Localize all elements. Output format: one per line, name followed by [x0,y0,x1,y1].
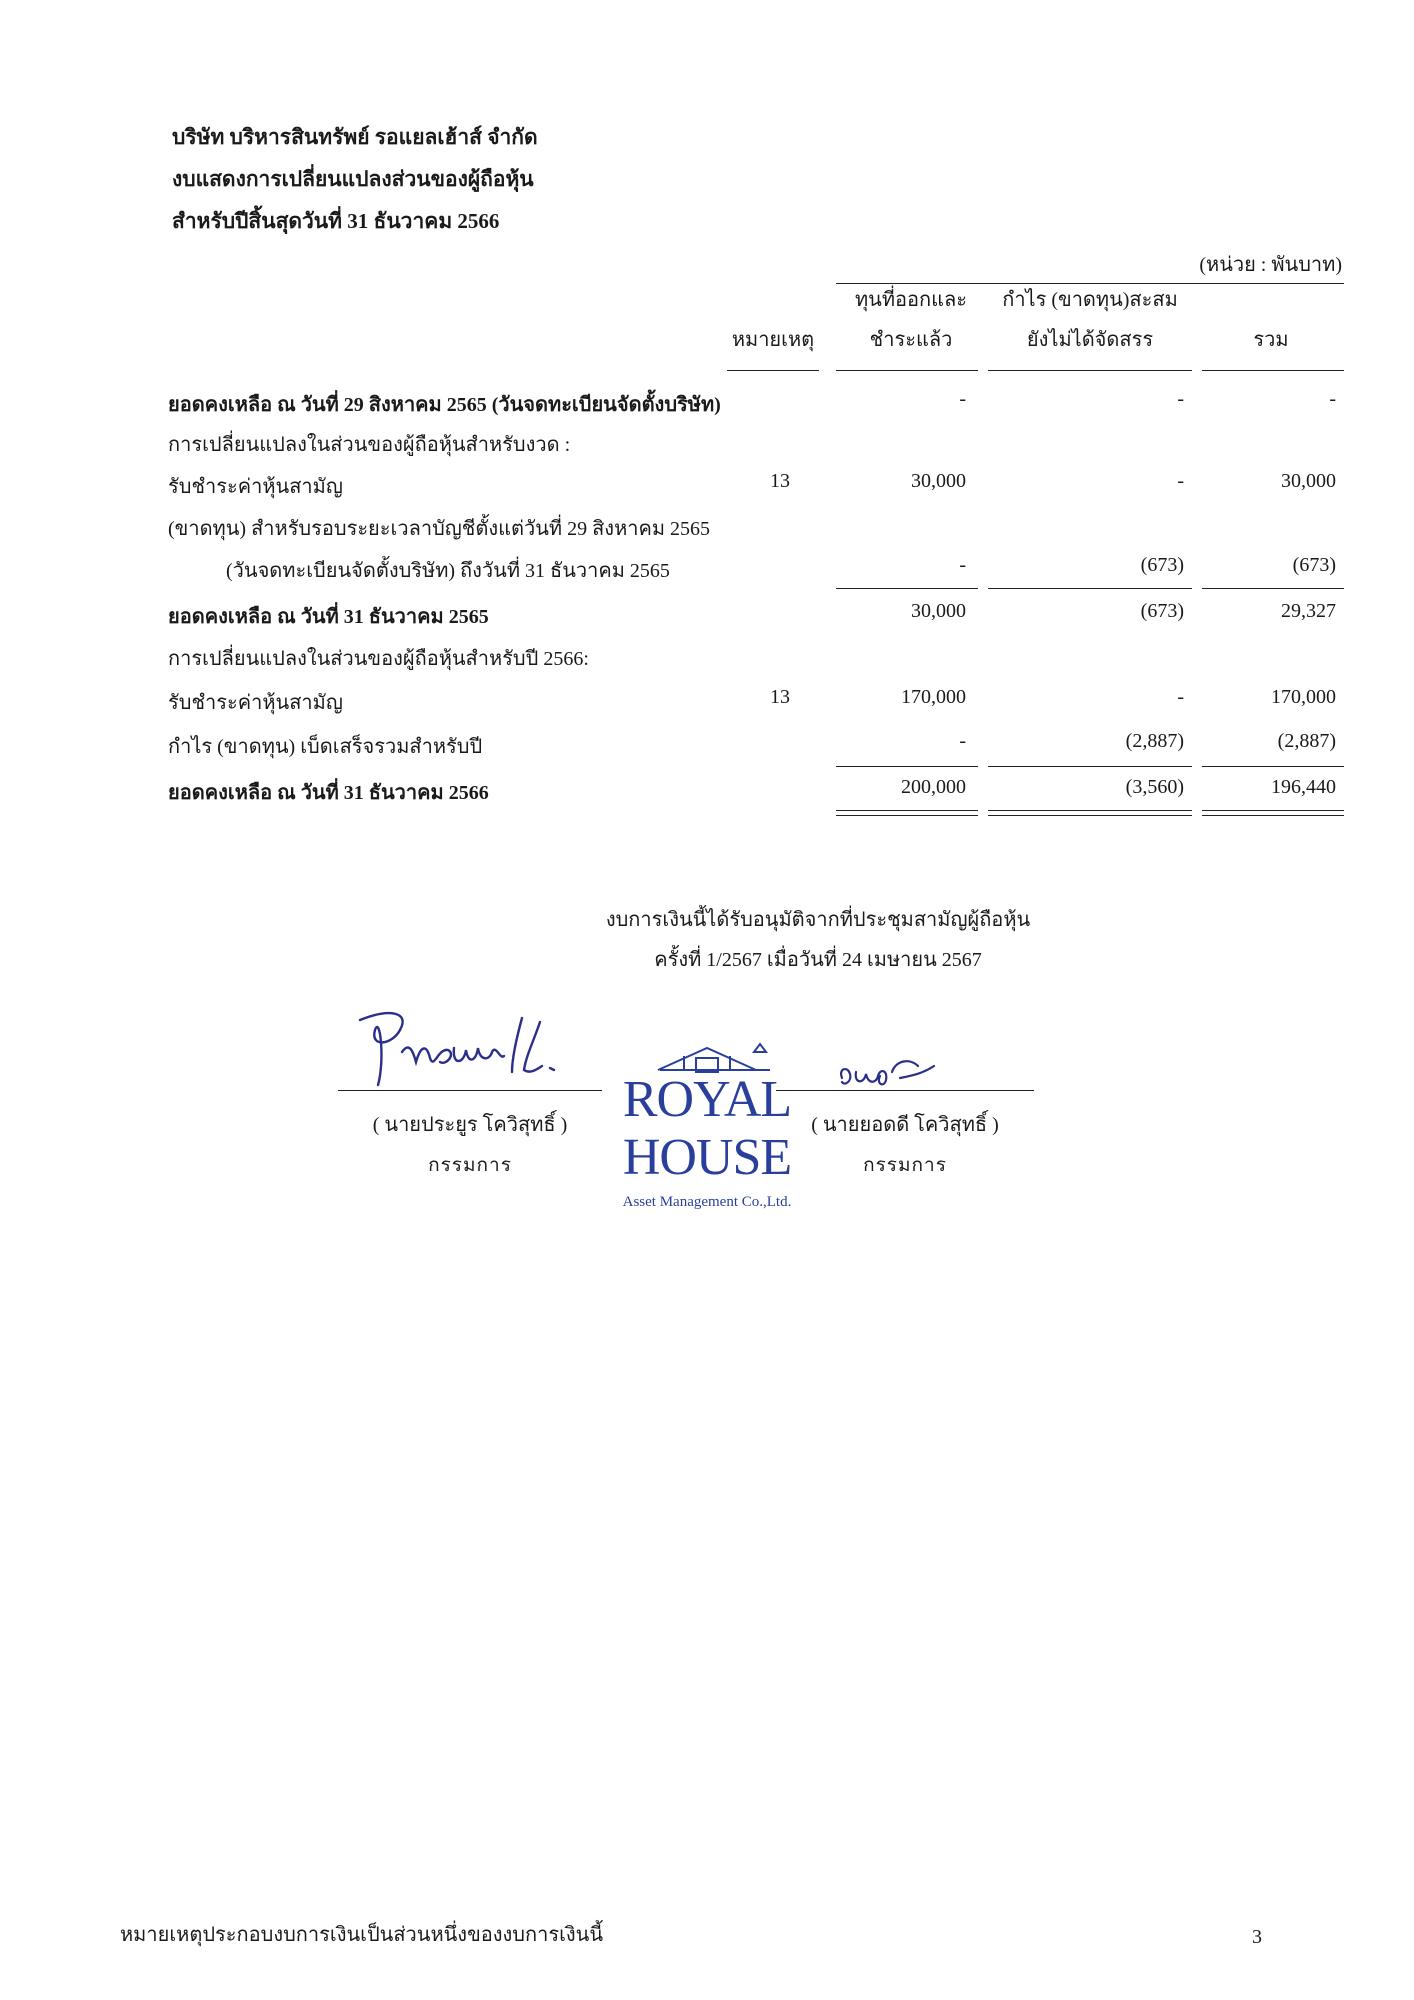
capital-cell: 30,000 [911,600,966,622]
col-note-rule [727,370,819,371]
row-label: กำไร (ขาดทุน) เบ็ดเสร็จรวมสำหรับปี [168,736,483,758]
approval-note: งบการเงินนี้ได้รับอนุมัติจากที่ประชุมสามัญผู้ถือหุ้น ครั้งที่ 1/2567 เมื่อวันที่ 24 เมษายน 2567 [605,909,1031,971]
subtotal-rule [988,588,1192,589]
double-rule [1202,810,1344,811]
col-total-header: รวม [1253,329,1289,351]
col-capital-rule [836,370,978,371]
table-row [0,600,1414,640]
subtotal-rule [1202,588,1344,589]
row-label: (ขาดทุน) สำหรับรอบระยะเวลาบัญชีตั้งแต่วันที่ 29 สิงหาคม 2565 [168,518,711,540]
total-cell: - [1329,388,1336,410]
subtotal-rule [836,588,978,589]
total-cell: 29,327 [1281,600,1336,622]
row-label: รับชำระค่าหุ้นสามัญ [168,692,343,714]
deficit-cell: - [1177,686,1184,708]
left-signature-line [338,1090,602,1091]
row-label: การเปลี่ยนแปลงในส่วนของผู้ถือหุ้นสำหรับปี 2566: [168,648,589,670]
row-label: ยอดคงเหลือ ณ วันที่ 31 ธันวาคม 2566 [168,782,489,804]
table-row [0,388,1414,428]
subtotal-rule [836,766,978,767]
note-cell: 13 [770,686,790,708]
row-label: (วันจดทะเบียนจัดตั้งบริษัท) ถึงวันที่ 31 ธันวาคม 2565 [226,560,670,582]
col-capital-header: ทุนที่ออกและ ชำระแล้ว [854,289,968,351]
double-rule [836,810,978,811]
deficit-cell: (673) [1140,554,1184,576]
unit-label: (หน่วย : พันบาท) [1199,254,1342,276]
statement-header [172,116,538,242]
total-cell: (2,887) [1277,730,1336,752]
total-cell: 30,000 [1281,470,1336,492]
capital-cell: 30,000 [911,470,966,492]
subtotal-rule [988,766,1192,767]
right-signature-line [776,1090,1034,1091]
double-rule [988,815,1192,816]
deficit-cell: - [1177,388,1184,410]
capital-cell: - [959,388,966,410]
left-signatory-name: ( นายประยูร โควิสุทธิ์ ) [372,1114,568,1136]
table-row [0,470,1414,510]
row-label: ยอดคงเหลือ ณ วันที่ 29 สิงหาคม 2565 (วันจดทะเบียนจัดตั้งบริษัท) [168,394,721,416]
note-cell: 13 [770,470,790,492]
col-total-rule [1202,370,1344,371]
table-row [0,730,1414,770]
row-label: ยอดคงเหลือ ณ วันที่ 31 ธันวาคม 2565 [168,606,489,628]
logo-text-royal: ROYAL [622,1071,792,1128]
logo-text-house: HOUSE [622,1129,792,1186]
capital-cell: 170,000 [901,686,966,708]
table-row [0,642,1414,682]
subtotal-rule [1202,766,1344,767]
table-row [0,686,1414,726]
page-number: 3 [1252,1926,1262,1948]
row-label: รับชำระค่าหุ้นสามัญ [168,476,343,498]
deficit-cell: - [1177,470,1184,492]
statement-title: งบแสดงการเปลี่ยนแปลงส่วนของผู้ถือหุ้น [172,167,534,191]
right-signatory-title: กรรมการ [863,1155,947,1176]
capital-cell: - [959,730,966,752]
total-cell: (673) [1292,554,1336,576]
logo-text-company: Asset Management Co.,Ltd. [622,1194,792,1210]
left-signatory-title: กรรมการ [428,1155,512,1176]
col-deficit-rule [988,370,1192,371]
row-label: การเปลี่ยนแปลงในส่วนของผู้ถือหุ้นสำหรับงวด : [168,434,571,456]
total-cell: 170,000 [1271,686,1336,708]
col-deficit-header: กำไร (ขาดทุน)สะสม ยังไม่ได้จัดสรร [1002,289,1178,351]
total-cell: 196,440 [1271,776,1336,798]
double-rule [1202,815,1344,816]
table-row [0,428,1414,468]
double-rule [836,815,978,816]
footer-note: หมายเหตุประกอบงบการเงินเป็นส่วนหนึ่งของงบการเงินนี้ [120,1924,604,1946]
capital-cell: - [959,554,966,576]
right-signatory-name: ( นายยอดดี โควิสุทธิ์ ) [811,1114,999,1136]
deficit-cell: (2,887) [1125,730,1184,752]
col-note-header: หมายเหตุ [731,329,815,351]
deficit-cell: (673) [1140,600,1184,622]
left-signature [330,1000,580,1100]
capital-cell: 200,000 [901,776,966,798]
company-name: บริษัท บริหารสินทรัพย์ รอแยลเฮ้าส์ จำกัด [172,125,538,149]
table-row [0,512,1414,552]
statement-period: สำหรับปีสิ้นสุดวันที่ 31 ธันวาคม 2566 [172,209,500,233]
double-rule [988,810,1192,811]
deficit-cell: (3,560) [1125,776,1184,798]
royal-house-logo [600,1028,814,1218]
